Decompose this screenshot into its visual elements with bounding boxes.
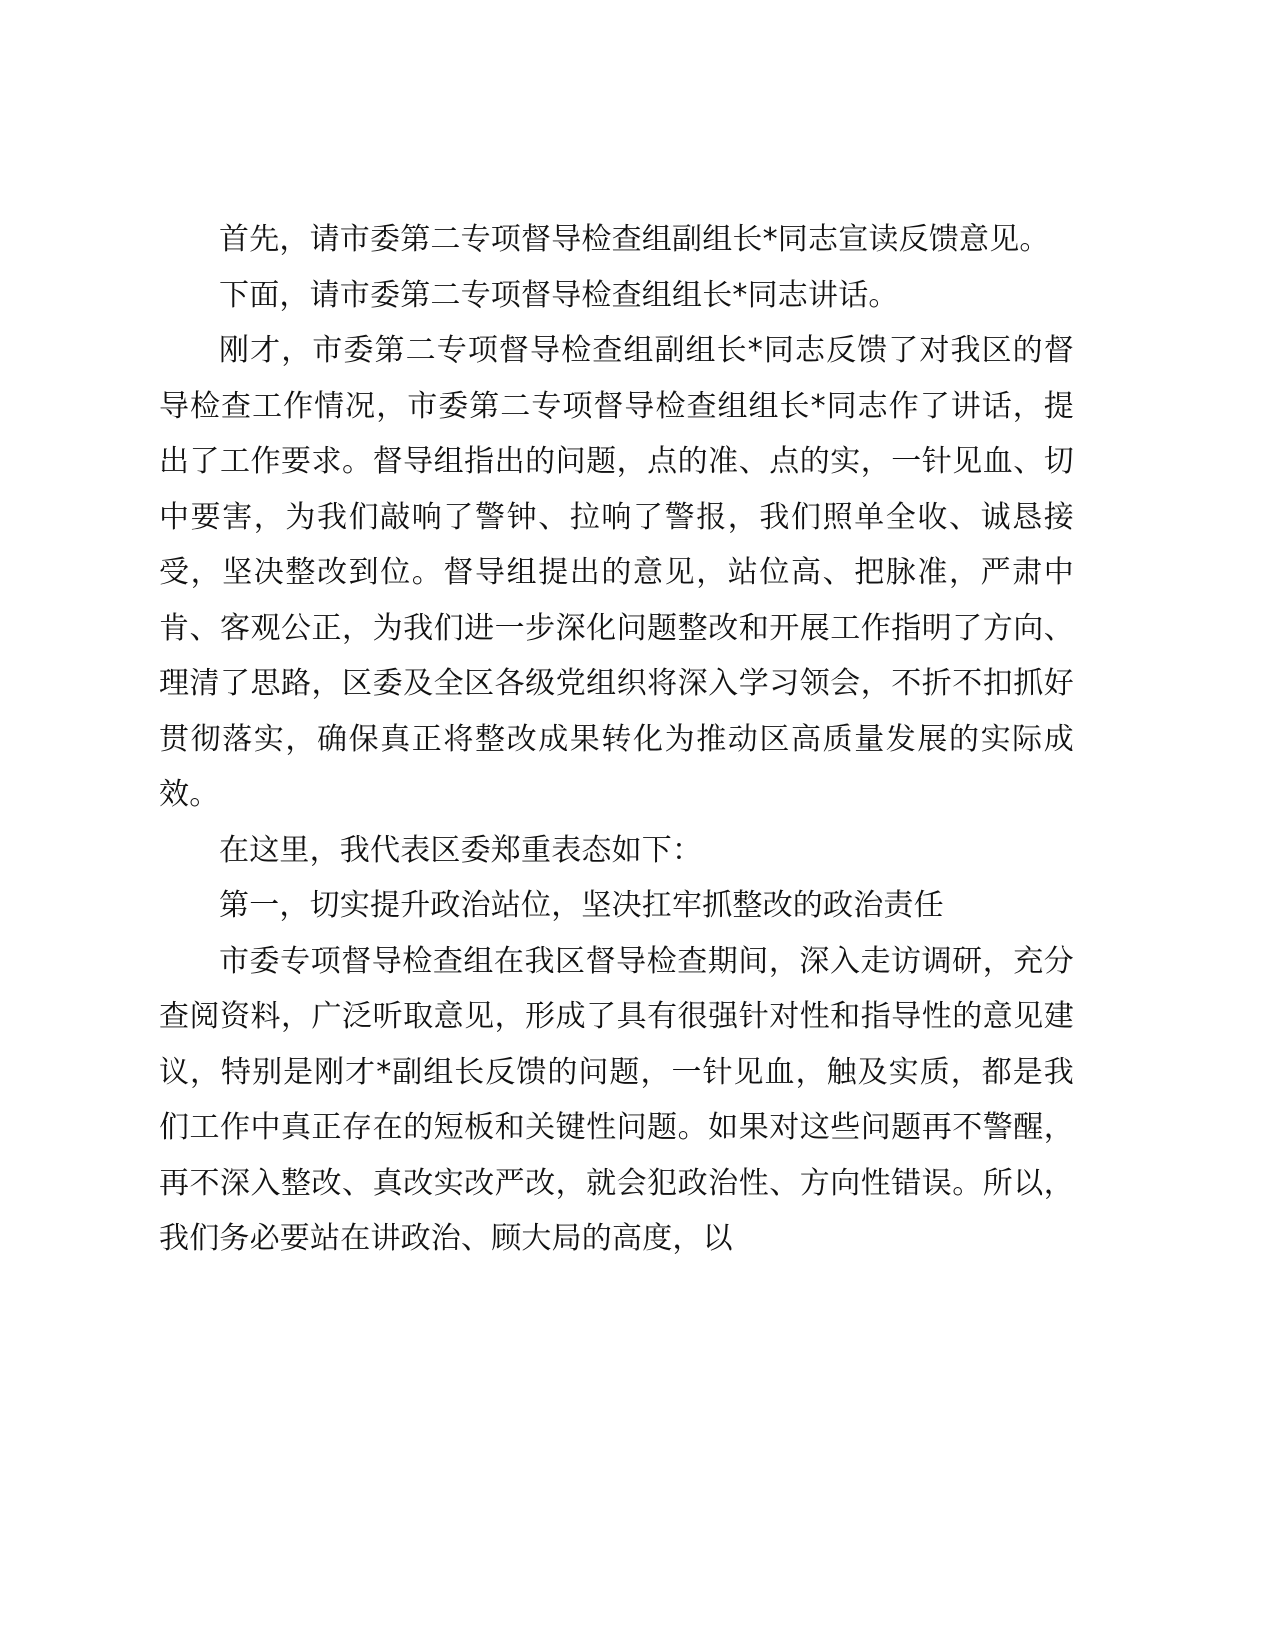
paragraph-speech-invitation: 下面，请市委第二专项督导检查组组长*同志讲话。: [219, 277, 899, 313]
paragraph-statement-intro: 在这里，我代表区委郑重表态如下：: [219, 832, 703, 868]
paragraph-opening: 首先，请市委第二专项督导检查组副组长*同志宣读反馈意见。: [219, 222, 1050, 257]
paragraph-response: 刚才，市委第二专项督导检查组副组长*同志反馈了对我区的督导检查工作情况，市委第二专项督导检查组组长*同志作了讲话，提出了工作要求。督导组指出的问题，点的准、点的实，一针见血、切中要害，为我们敲响了警钟、拉响了警报，我们照单全收、诚恳接受，坚决整改到位。督导组提出的意见，站位高、把脉准，严肃中肯、客观公正，为我们进一步深化问题整改和开展工作指明了方向、理清了思路，区委及全区各级党组织将深入学习领会，不折不扣抓好贯彻落实，确保真正将整改成果转化为推动区高质量发展的实际成效。: [159, 333, 1074, 812]
paragraph-heading-first: 第一，切实提升政治站位，坚决扛牢抓整改的政治责任: [219, 888, 944, 923]
document-body: [159, 212, 1074, 1267]
paragraph-first-body: 市委专项督导检查组在我区督导检查期间，深入走访调研，充分查阅资料，广泛听取意见，形成了具有很强针对性和指导性的意见建议，特别是刚才*副组长反馈的问题，一针见血，触及实质，都是我们工作中真正存在的短板和关键性问题。如果对这些问题再不警醒，再不深入整改、真改实改严改，就会犯政治性、方向性错误。所以，我们务必要站在讲政治、顾大局的高度，以: [159, 943, 1074, 1256]
